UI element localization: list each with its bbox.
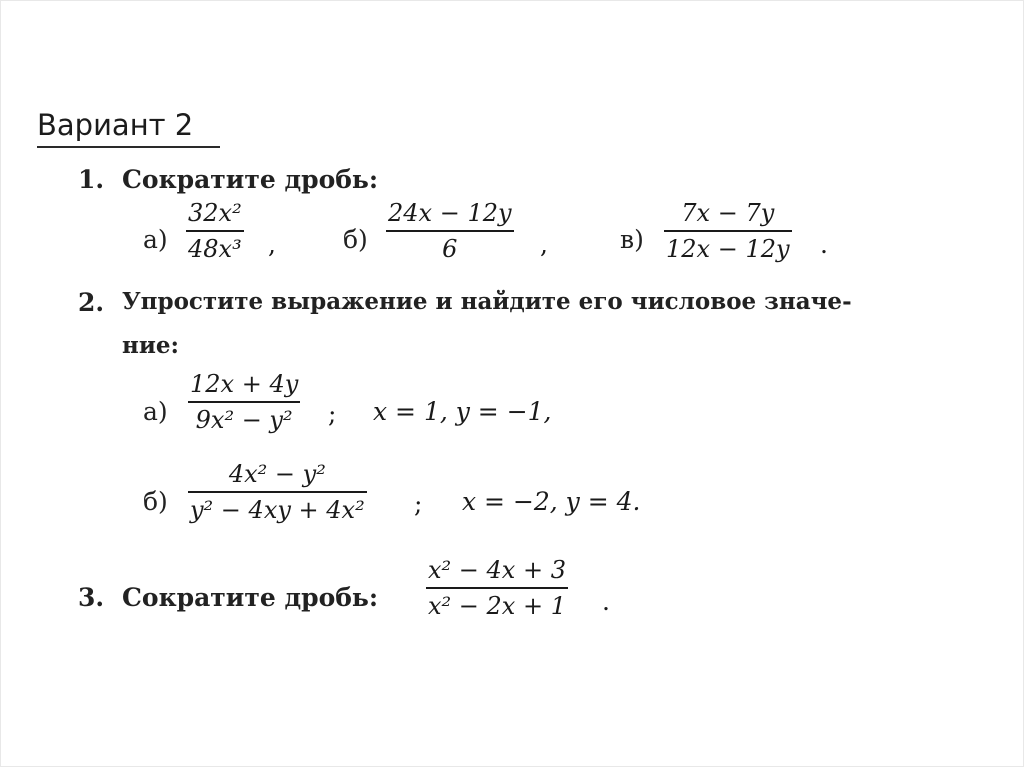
task1-b-numerator: 24x − 12y [388,199,512,227]
task1-c-fraction [664,198,792,264]
task2-text-line2: ние: [122,332,180,359]
task3-fraction [426,555,568,621]
task2-a-punct: ; [328,399,337,428]
fraction-bar [188,491,367,493]
task3-text: Сократите дробь: [122,583,379,612]
task3-denominator: x² − 2x + 1 [428,592,566,620]
task1-a-fraction [186,198,244,264]
task2-b-punct: ; [414,489,423,518]
task2-text-line1: Упростите выражение и найдите его числовое значе- [122,288,852,315]
task1-a-numerator: 32x² [188,199,242,227]
fraction-bar [186,230,244,232]
task1-a-punct: , [268,230,276,259]
task1-c-label: в) [620,225,644,254]
task3-number: 3. [78,583,105,612]
task2-b-numerator: 4x² − y² [228,460,326,488]
task2-b-fraction [188,459,367,525]
task1-c-numerator: 7x − 7y [681,199,775,227]
task3-numerator: x² − 4x + 3 [428,556,566,584]
task1-c-punct: . [820,230,828,259]
task2-a-numerator: 12x + 4y [190,370,299,398]
task1-b-punct: , [540,230,548,259]
fraction-bar [664,230,792,232]
task2-a-label: а) [143,397,168,426]
fraction-bar [426,587,568,589]
task2-number: 2. [78,288,105,317]
task2-a-denominator: 9x² − y² [195,406,293,434]
task2-b-values: x = −2, y = 4. [462,487,641,516]
task1-b-denominator: 6 [442,235,458,263]
task1-c-denominator: 12x − 12y [666,235,790,263]
task3-punct: . [602,587,610,616]
task1-b-fraction [386,198,514,264]
task2-a-fraction [188,369,300,435]
task1-text: Сократите дробь: [122,165,379,194]
fraction-bar [188,401,300,403]
task1-a-denominator: 48x³ [188,235,242,263]
task1-a-label: а) [143,225,168,254]
variant-title: Вариант 2 [37,108,194,142]
task1-b-label: б) [343,225,368,254]
fraction-bar [386,230,514,232]
title-underline [37,146,220,148]
task2-a-values: x = 1, y = −1, [373,397,552,426]
task1-number: 1. [78,165,105,194]
task2-b-label: б) [143,487,168,516]
task2-b-denominator: y² − 4xy + 4x² [190,496,365,524]
